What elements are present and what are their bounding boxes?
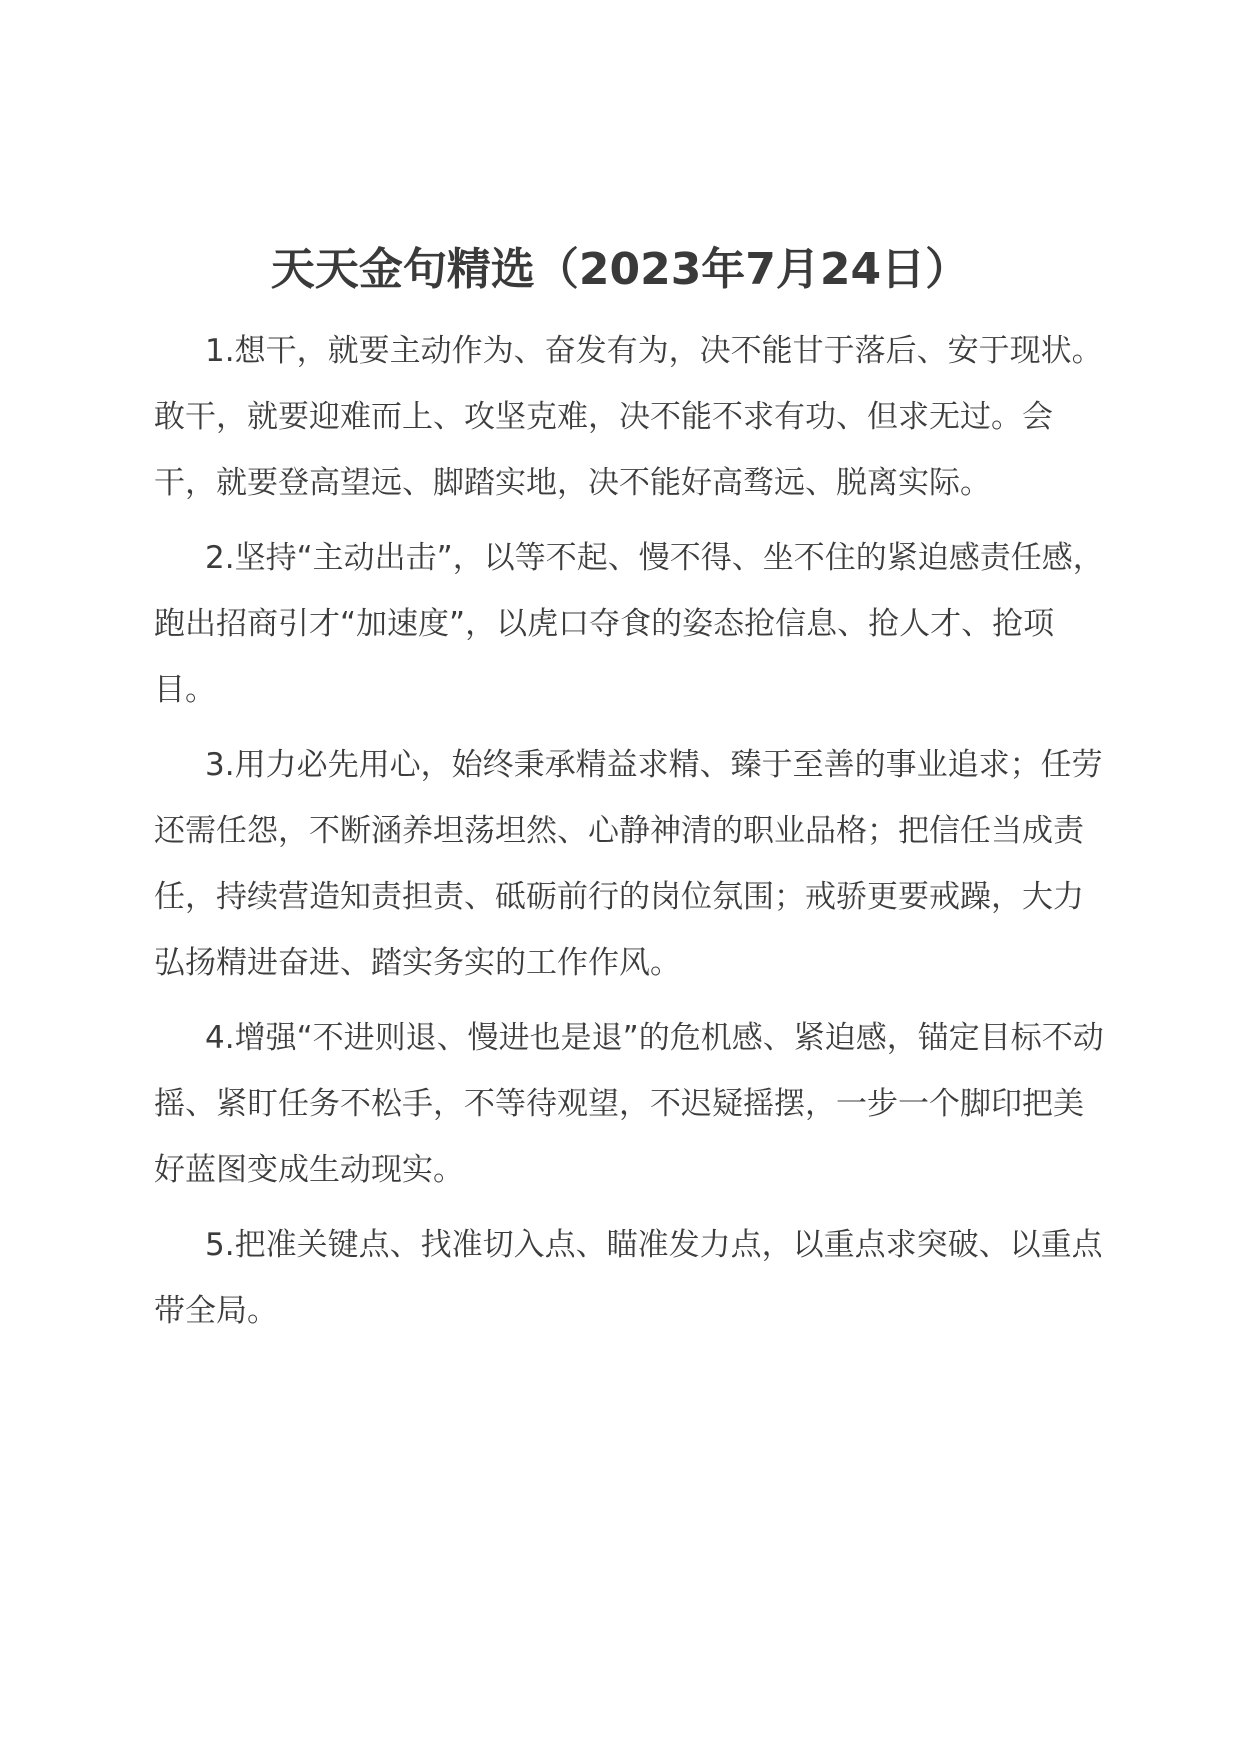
document-body <box>154 318 1114 1353</box>
paragraph-4: 4.增强“不进则退、慢进也是退”的危机感、紧迫感，锚定目标不动摇、紧盯任务不松手，不等待观望，不迟疑摇摆，一步一个脚印把美好蓝图变成生动现实。 <box>154 1020 1104 1188</box>
paragraph-2: 2.坚持“主动出击”，以等不起、慢不得、坐不住的紧迫感责任感，跑出招商引才“加速度”，以虎口夺食的姿态抢信息、抢人才、抢项目。 <box>154 540 1104 708</box>
document-title: 天天金句精选（2023年7月24日） <box>270 244 970 295</box>
paragraph-3: 3.用力必先用心，始终秉承精益求精、臻于至善的事业追求；任劳还需任怨，不断涵养坦荡坦然、心静神清的职业品格；把信任当成责任，持续营造知责担责、砥砺前行的岗位氛围；戒骄更要戒躁，大力弘扬精进奋进、踏实务实的工作作风。 <box>154 747 1103 981</box>
paragraph-5: 5.把准关键点、找准切入点、瞄准发力点，以重点求突破、以重点带全局。 <box>154 1227 1103 1329</box>
paragraph-1: 1.想干，就要主动作为、奋发有为，决不能甘于落后、安于现状。敢干，就要迎难而上、攻坚克难，决不能不求有功、但求无过。会干，就要登高望远、脚踏实地，决不能好高骛远、脱离实际。 <box>154 333 1103 501</box>
